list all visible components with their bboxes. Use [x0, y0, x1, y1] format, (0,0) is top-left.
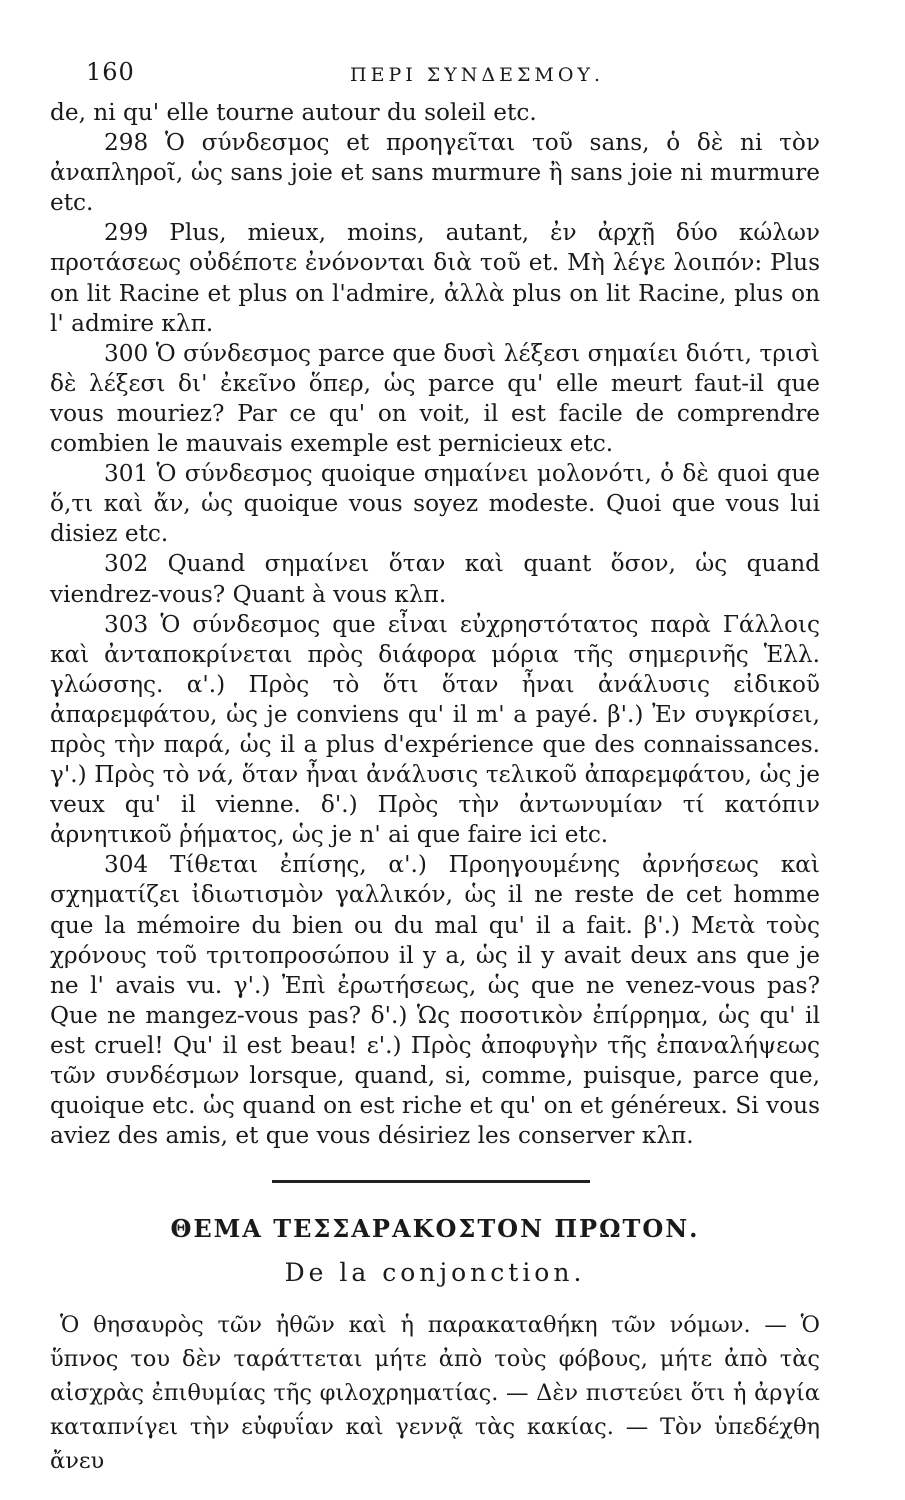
page-number: 160: [86, 58, 135, 86]
paragraph-301: 301 Ὁ σύνδεσμος quoique σημαίνει μολονότι, ὁ δὲ quoi que ὅ,τι καὶ ἄν, ὡς quoique vous soyez modeste. Quoi que vous lui disiez etc.: [50, 460, 820, 548]
paragraph-299: 299 Plus, mieux, moins, autant, ἐν ἀρχῇ δύο κώλων προτάσεως οὐδέποτε ἐνόνονται διὰ τοῦ et. Μὴ λέγε λοιπόν: Plus on lit Racine et plus on l'admire, ἀλλὰ plus on lit Racine, plus on l' admire κλπ.: [50, 219, 820, 337]
exercise-paragraph: Ὁ θησαυρὸς τῶν ἠθῶν καὶ ἡ παρακαταθήκη τῶν νόμων. — Ὁ ὕπνος του δὲν ταράττεται μήτε ἀπὸ τοὺς φόβους, μήτε ἀπὸ τὰς αἰσχρὰς ἐπιθυμίας τῆς φιλοχρηματίας. — Δὲν πιστεύει ὅτι ἡ ἀργία καταπνίγει τὴν εὐφυΐαν καὶ γεννᾷ τὰς κακίας. — Τὸν ὑπεδέχθη ἄνευ: [50, 1312, 820, 1474]
main-text: [50, 98, 820, 1151]
paragraph-298: 298 Ὁ σύνδεσμος et προηγεῖται τοῦ sans, ὁ δὲ ni τὸν ἀναπληροῖ, ὡς sans joie et sans murmure ἢ sans joie ni murmure etc.: [50, 129, 820, 217]
paragraph-300: 300 Ὁ σύνδεσμος parce que δυσὶ λέξεσι σημαίει διότι, τρισὶ δὲ λέξεσι δι' ἐκεῖνο ὅπερ, ὡς parce qu' elle meurt faut-il que vous mouriez? Par ce qu' on voit, il est facile de comprendre combien le mauvais exemple est pernicieux etc.: [50, 339, 820, 458]
section-title: ΘΕΜΑ ΤΕΣΣΑΡΑΚΟΣΤΟΝ ΠΡΩΤΟΝ.: [170, 1214, 700, 1243]
exercise-text: [50, 1308, 820, 1478]
section-divider: [272, 1180, 590, 1183]
section-subtitle: De la conjonction.: [284, 1258, 586, 1287]
page-header: [80, 58, 820, 92]
paragraph-continuation: de, ni qu' elle tourne autour du soleil etc.: [50, 99, 537, 126]
paragraph-302: 302 Quand σημαίνει ὅταν καὶ quant ὅσον, ὡς quand viendrez-vous? Quant à vous κλπ.: [50, 550, 820, 608]
running-title: ΠΕΡΙ ΣΥΝΔΕΣΜΟΥ.: [350, 64, 605, 86]
paragraph-304: 304 Τίθεται ἐπίσης, α'.) Προηγουμένης ἀρνήσεως καὶ σχηματίζει ἰδιωτισμὸν γαλλικόν, ὡς il ne reste de cet homme que la mémoire du bien ou du mal qu' il a fait. β'.) Μετὰ τοὺς χρόνους τοῦ τριτοπροσώπου il y a, ὡς il y avait deux ans que je ne l' avais vu. γ'.) Ἐπὶ ἐρωτήσεως, ὡς que ne venez-vous pas? Que ne mangez-vous pas? δ'.) Ὡς ποσοτικὸν ἐπίρρημα, ὡς qu' il est cruel! Qu' il est beau! ε'.) Πρὸς ἀποφυγὴν τῆς ἐπαναλήψεως τῶν συνδέσμων lorsque, quand, si, comme, puisque, parce que, quoique etc. ὡς quand on est riche et qu' on et généreux. Si vous aviez des amis, et que vous désiriez les conserver κλπ.: [50, 851, 820, 1150]
paragraph-303: 303 Ὁ σύνδεσμος que εἶναι εὐχρηστότατος παρὰ Γάλλοις καὶ ἀνταποκρίνεται πρὸς διάφορα μόρια τῆς σημερινῆς Ἑλλ. γλώσσης. α'.) Πρὸς τὸ ὅτι ὅταν ἦναι ἀνάλυσις εἰδικοῦ ἀπαρεμφάτου, ὡς je conviens qu' il m' a payé. β'.) Ἐν συγκρίσει, πρὸς τὴν παρά, ὡς il a plus d'expérience que des connaissances. γ'.) Πρὸς τὸ νά, ὅταν ἦναι ἀνάλυσις τελικοῦ ἀπαρεμφάτου, ὡς je veux qu' il vienne. δ'.) Πρὸς τὴν ἀντωνυμίαν τί κατόπιν ἀρνητικοῦ ῥήματος, ὡς je n' ai que faire ici etc.: [50, 610, 820, 849]
